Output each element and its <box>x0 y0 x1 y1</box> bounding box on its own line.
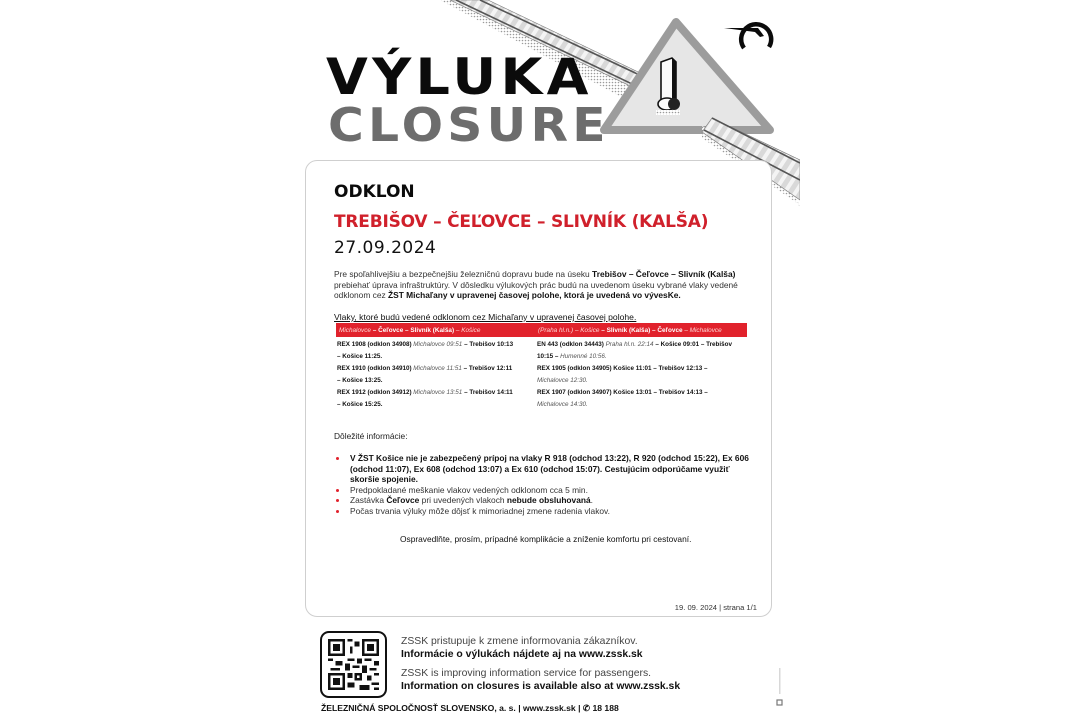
info-text: pri uvedených vlakoch <box>419 495 507 505</box>
info-item: Predpokladané meškanie vlakov vedených odklonom cca 5 min. <box>334 485 759 496</box>
intro-text-2: prebiehať úprava infraštruktúry. V dôsledku výlukových prác budú na uvedenom úseku vybrané vlaky vedené odklonom cez <box>334 279 738 301</box>
train-end: – Košice 15:25. <box>337 401 383 408</box>
zssk-logo-icon <box>722 14 776 54</box>
footer-sk-line2: Informácie o výlukách nájdete aj na www.zssk.sk <box>401 649 643 660</box>
trains-heading: Vlaky, ktoré budú vedené odklonom cez Michaľany v upravenej časovej polohe. <box>334 312 637 322</box>
train-dep: Michalovce 13:51 <box>413 389 463 396</box>
notice-footer: 19. 09. 2024 | strana 1/1 <box>674 603 757 612</box>
dir-via: – Čeľovce – Slivník (Kalša) <box>372 326 455 334</box>
info-item: Počas trvania výluky môže dôjsť k mimoriadnej zmene radenia vlakov. <box>334 506 759 517</box>
dir-to: – Michalovce <box>684 326 722 334</box>
train-id: REX 1912 (odklon 34912) <box>337 389 412 396</box>
train-end: Michalovce 12:30. <box>537 377 588 384</box>
dir-to: – Košice <box>455 326 481 334</box>
train-entry <box>537 387 747 411</box>
train-id: REX 1910 (odklon 34910) <box>337 365 412 372</box>
train-end: – Košice 13:25. <box>337 377 383 384</box>
train-id: REX 1907 (odklon 34907) <box>537 389 612 396</box>
direction-header-bar <box>336 323 747 337</box>
info-item: V ŽST Košice nie je zabezpečený prípoj na vlaky R 918 (odchod 13:22), R 920 (odchod 15:22), Ex 606 (odchod 11:07), Ex 608 (odchod 13:07) a Ex 610 (odchod 15:07). Cestujúcim odporúčame využiť skoršie spojenie. <box>334 453 759 485</box>
title-closure: CLOSURE <box>328 98 610 152</box>
footer-en-line2: Information on closures is available also at www.zssk.sk <box>401 681 681 692</box>
info-status: nebude obsluhovaná <box>506 495 591 505</box>
intro-text-1: Pre spoľahlivejšiu a bezpečnejšiu železničnú dopravu bude na úseku <box>334 269 593 279</box>
notice-card <box>305 160 772 617</box>
train-mid: Košice 11:01 – Trebišov 12:13 – <box>613 365 708 372</box>
intro-paragraph <box>334 269 759 301</box>
qr-code-icon[interactable] <box>320 631 387 698</box>
train-id: EN 443 (odklon 34443) <box>537 341 604 348</box>
train-entry <box>537 363 747 387</box>
train-entry <box>337 339 537 363</box>
direction-header-right <box>536 327 736 334</box>
dir-from: (Praha hl.n.) – Košice <box>538 326 600 334</box>
train-id: REX 1905 (odklon 34905) <box>537 365 612 372</box>
train-mid: – Košice 09:01 – Trebišov 10:15 – <box>537 341 732 360</box>
footer-sk-line1: ZSSK pristupuje k zmene informovania zákazníkov. <box>401 636 638 647</box>
notice-heading: ODKLON <box>334 182 415 202</box>
train-mid: – Trebišov 12:11 <box>463 365 513 372</box>
direction-header-left <box>336 327 536 334</box>
company-line <box>321 703 619 714</box>
train-end: Humenné 10:56. <box>560 353 607 360</box>
train-end: – Košice 11:25. <box>337 353 383 360</box>
train-dep: Michalovce 11:51 <box>413 365 462 372</box>
notice-route: TREBIŠOV – ČEĽOVCE – SLIVNÍK (KALŠA) <box>334 212 709 232</box>
info-heading: Dôležité informácie: <box>334 431 408 441</box>
train-entry <box>337 387 537 411</box>
info-stop: Čeľovce <box>386 495 420 505</box>
notice-date: 27.09.2024 <box>334 238 437 258</box>
dir-from: Michalovce <box>339 326 371 334</box>
train-list-eastbound <box>537 339 747 411</box>
print-credit-mark <box>776 668 784 708</box>
train-entry <box>537 339 747 363</box>
train-mid: Košice 13:01 – Trebišov 14:13 – <box>613 389 708 396</box>
title-vyluka: VÝLUKA <box>326 48 593 106</box>
info-list <box>334 453 759 516</box>
train-dep: Michalovce 09:51 <box>413 341 463 348</box>
apology-text: Ospravedlňte, prosím, prípadné komplikácie a zníženie komfortu pri cestovaní. <box>400 534 692 544</box>
train-end: Michalovce 14:30. <box>537 401 588 408</box>
footer-en-line1: ZSSK is improving information service for passengers. <box>401 668 652 679</box>
intro-detour: ŽST Michaľany v upravenej časovej polohe, ktorá je uvedená vo vývesKe. <box>388 290 681 301</box>
info-text: . <box>590 495 593 505</box>
info-item <box>334 495 759 506</box>
train-mid: – Trebišov 10:13 <box>464 341 514 348</box>
train-dep: Praha hl.n. 22:14 <box>605 341 654 348</box>
train-list-westbound <box>337 339 537 411</box>
info-text: Zastávka <box>350 495 387 505</box>
company-text: ŽELEZNIČNÁ SPOLOČNOSŤ SLOVENSKO, a. s. | www.zssk.sk | ✆ 18 188 <box>321 703 619 713</box>
train-id: REX 1908 (odklon 34908) <box>337 341 412 348</box>
train-entry <box>337 363 537 387</box>
train-mid: – Trebišov 14:11 <box>464 389 513 396</box>
intro-route: Trebišov – Čeľovce – Slivník (Kalša) <box>592 269 736 279</box>
dir-via: – Slivník (Kalša) – Čeľovce <box>601 326 683 334</box>
